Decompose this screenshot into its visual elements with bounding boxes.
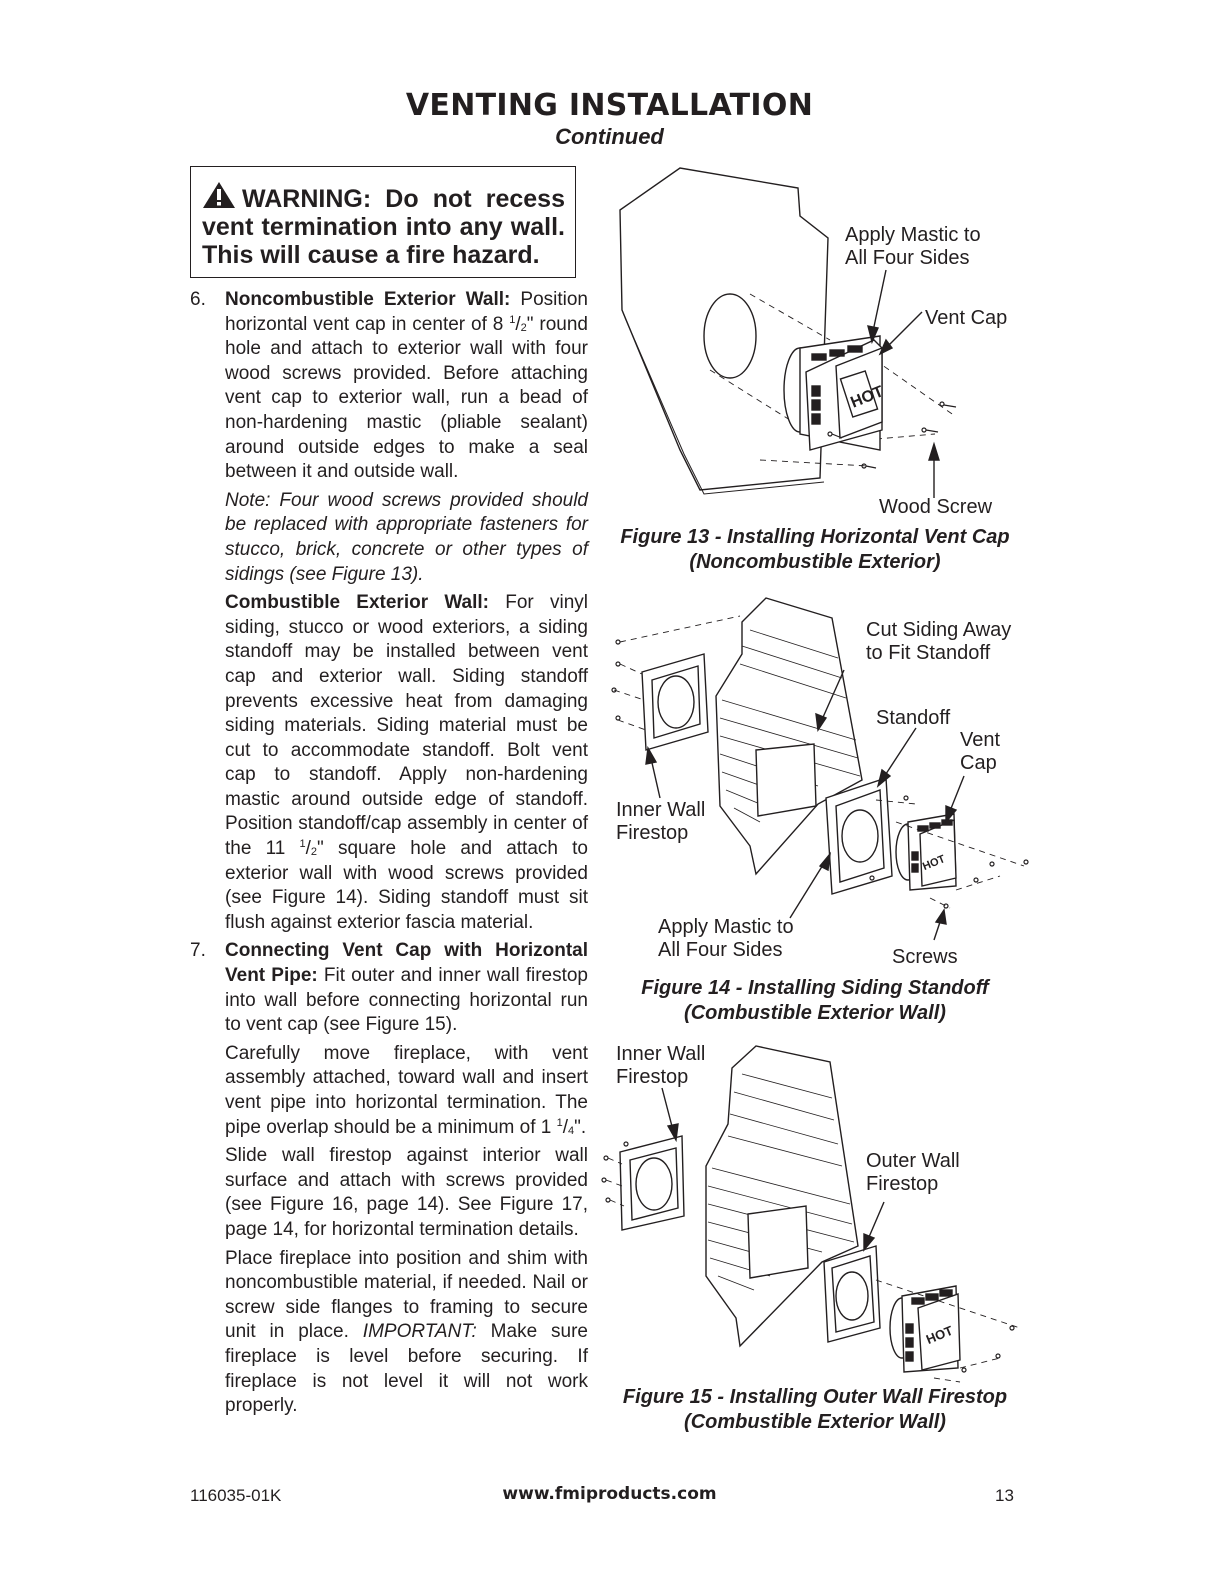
caption-line: (Combustible Exterior Wall) <box>684 1411 946 1433</box>
text: For vinyl siding, stucco or wood exteriors, a siding standoff may be installed between vent cap and exterior wall. Siding standoff prevents excessive heat from damaging siding materials. Siding material must be cut to accommodate standoff. Bolt vent cap to standoff. Apply non-hardening mastic around outside edge of standoff. Position standoff/cap assembly in center of the 11 <box>225 592 588 860</box>
instructions-column <box>190 288 588 1419</box>
step-6-paragraph-3 <box>225 591 588 935</box>
step-number: 7. <box>190 940 206 962</box>
figure-15-caption <box>600 1385 1030 1435</box>
figure-13 <box>600 160 1030 530</box>
step-heading: Combustible Exterior Wall: <box>225 592 490 614</box>
label-line: Inner Wall <box>616 1043 706 1065</box>
label-line: Cut Siding Away <box>866 619 1012 641</box>
label-line: Firestop <box>616 1066 689 1088</box>
warning-box <box>190 166 576 278</box>
text: Place fireplace into position and shim with noncombustible material, if needed. Nail or screw side flanges to framing to secure unit in place. <box>225 1247 588 1343</box>
fraction-numerator: 1 <box>299 838 306 851</box>
label-line: Apply Mastic to <box>845 224 981 246</box>
label-line: Firestop <box>866 1173 939 1195</box>
fraction-numerator: 1 <box>556 1116 563 1129</box>
step-number: 6. <box>190 289 206 310</box>
label-line: Inner Wall <box>616 799 706 821</box>
step-6-note: Note: Four wood screws provided should be replaced with appropriate fasteners for stucco, brick, concrete or other types of sidings (see Figure 13). <box>225 489 588 585</box>
figure-13-illustration <box>600 160 1030 530</box>
step-heading: Noncombustible Exterior Wall: <box>225 289 511 310</box>
caption-line: Figure 14 - Installing Siding Standoff <box>641 977 989 999</box>
page-number: 13 <box>995 1486 1014 1505</box>
hot-label: HOT <box>848 383 887 412</box>
text: Fit outer and inner wall firestop into wall before connecting horizontal run to vent cap (see Figure 15). <box>225 965 589 1036</box>
caption-line: (Combustible Exterior Wall) <box>684 1002 946 1024</box>
label-line: Cap <box>960 752 997 774</box>
hot-label: HOT <box>921 853 948 873</box>
fraction-denominator: 2 <box>520 321 527 334</box>
text: " round hole and attach to exterior wall with four wood screws provided. Before attaching vent cap to exterior wall, run a bead of non-hardening mastic (pliable sealant) around outside edges to make a seal between it and outside wall. <box>225 313 589 483</box>
text: Make sure fireplace is level before securing. If fireplace is not level it will not work properly. <box>225 1321 588 1417</box>
label-inner-wall-firestop <box>616 799 705 845</box>
figure-14-caption <box>600 976 1030 1026</box>
step-7-paragraph-1 <box>225 939 588 1037</box>
label-apply-mastic <box>658 916 794 962</box>
label-line: All Four Sides <box>658 939 783 961</box>
text: ". <box>574 1116 587 1138</box>
label-cut-siding <box>866 619 1011 665</box>
fraction-slash: / <box>515 313 521 335</box>
label-wood-screw: Wood Screw <box>879 496 993 518</box>
label-outer-wall-firestop <box>866 1150 960 1196</box>
figure-15-illustration <box>600 1040 1030 1390</box>
fraction-denominator: 2 <box>310 846 318 859</box>
step-7-paragraph-4 <box>225 1247 588 1419</box>
fraction-slash: / <box>305 838 311 860</box>
label-line: All Four Sides <box>845 247 970 269</box>
step-heading: Connecting Vent Cap with Horizontal Vent Pipe: <box>225 940 588 987</box>
label-screws: Screws <box>892 946 958 968</box>
step-7-paragraph-2 <box>225 1042 588 1140</box>
label-vent-cap <box>960 729 1000 775</box>
label-apply-mastic <box>845 224 981 270</box>
hot-label: HOT <box>923 1322 955 1347</box>
step-7 <box>190 939 588 1418</box>
text: Carefully move fireplace, with vent assembly attached, toward wall and insert vent pipe into horizontal termination. The pipe overlap should be a minimum of 1 <box>225 1042 588 1138</box>
caption-line: Figure 13 - Installing Horizontal Vent Cap <box>620 526 1010 548</box>
fraction-denominator: 4 <box>568 1124 575 1137</box>
caption-line: Figure 15 - Installing Outer Wall Firestop <box>622 1386 1008 1408</box>
label-vent-cap: Vent Cap <box>925 307 1008 329</box>
text: Position horizontal vent cap in center of 8 <box>225 289 588 335</box>
step-6 <box>190 288 588 935</box>
step-6-paragraph-1 <box>225 288 588 485</box>
label-line: Firestop <box>616 822 689 844</box>
warning-text: WARNING: Do not recess vent termination into any wall. This will cause a fire hazard. <box>202 185 565 269</box>
label-line: Vent <box>960 729 1001 751</box>
figure-13-caption <box>600 525 1030 575</box>
fraction-numerator: 1 <box>509 313 516 326</box>
step-7-paragraph-3: Slide wall firestop against interior wall surface and attach with screws provided (see Figure 16, page 14). See Figure 17, page 14, for horizontal termination details. <box>225 1145 588 1240</box>
fraction-slash: / <box>562 1116 569 1138</box>
page-title: VENTING INSTALLATION <box>405 88 814 123</box>
label-line: to Fit Standoff <box>866 642 991 664</box>
figure-15 <box>600 1040 1030 1390</box>
label-line: Outer Wall <box>866 1150 960 1172</box>
important-label: IMPORTANT: <box>362 1321 477 1343</box>
label-standoff: Standoff <box>876 707 951 729</box>
document-number: 116035-01K <box>190 1486 282 1505</box>
caption-line: (Noncombustible Exterior) <box>689 551 941 573</box>
label-inner-wall-firestop <box>616 1043 705 1089</box>
website-link[interactable]: www.fmiproducts.com <box>502 1484 717 1504</box>
label-line: Apply Mastic to <box>658 916 794 938</box>
text: " square hole and attach to exterior wall with wood screws provided (see Figure 14). Siding standoff must sit flush against exterior fascia material. <box>225 838 588 933</box>
warning-triangle-icon <box>202 181 236 209</box>
page-subtitle: Continued <box>555 124 664 149</box>
